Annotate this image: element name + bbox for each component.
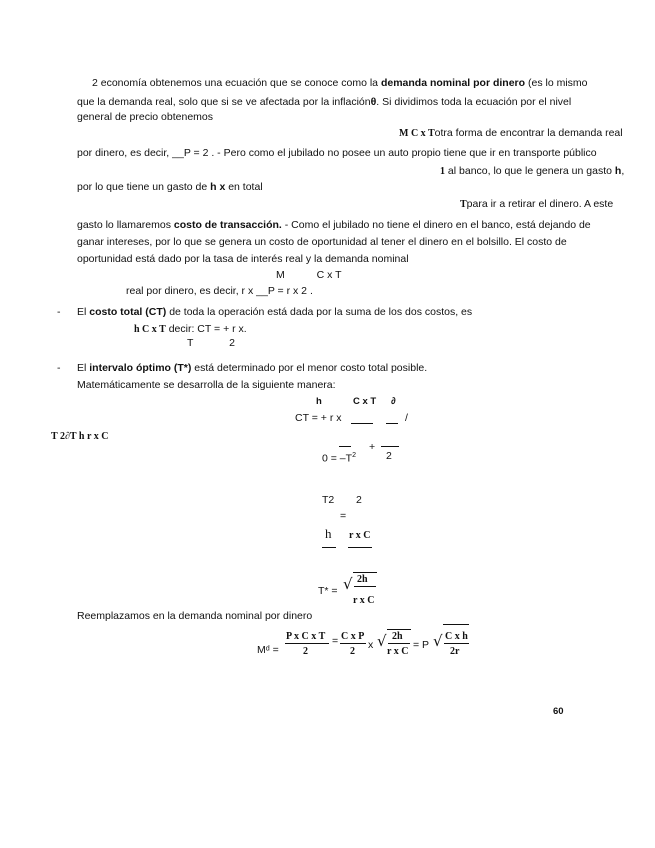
bold-term: costo total (CT) — [89, 306, 167, 318]
p1-line-4 — [399, 127, 623, 140]
f2-numerator: C x P — [341, 631, 365, 642]
formula-fragment: M C x T — [399, 128, 435, 139]
p1-line-10: ganar intereses, por lo que se genera un costo de oportunidad al tener el dinero en el bolsillo. El costo de — [77, 236, 567, 248]
tstar-denominator: r x C — [353, 595, 375, 606]
bullet-1-line-3 — [187, 337, 235, 350]
p1-line-5: por dinero, es decir, __P = 2 . - Pero como el jubilado no posee un auto propio tiene que ir en transporte público — [77, 147, 597, 159]
fraction-bar — [340, 643, 366, 644]
text: de toda la operación está dada por la suma de los dos costos, es — [169, 306, 473, 318]
bold-term: demanda nominal por dinero — [380, 77, 526, 89]
text: que la demanda real, solo que si se ve afectada por la inflación — [77, 96, 371, 108]
bold-term: h x — [210, 181, 226, 193]
text: para ir a retirar el dinero. A este — [466, 198, 614, 210]
ct-slash: / — [405, 412, 408, 424]
p1-line-13: real por dinero, es decir, r x __P = r x 2 . — [126, 285, 313, 297]
text: otra forma de encontrar la demanda real — [434, 127, 623, 139]
text: (es lo mismo — [527, 77, 588, 89]
times-sign: x — [368, 639, 374, 651]
bullet-dash: - — [57, 306, 61, 318]
rxc-term: r x C — [349, 530, 371, 541]
fraction-bar — [354, 586, 376, 587]
f3-numerator: 2h — [392, 631, 403, 642]
equals-p: = P — [413, 639, 430, 651]
p1-line-8 — [460, 198, 613, 211]
bullet-dash: - — [57, 362, 61, 374]
text: , — [621, 165, 625, 177]
t-squared: T2 — [322, 494, 335, 506]
f4-denominator: 2r — [450, 646, 460, 657]
text: decir: CT = + r x. — [168, 323, 247, 335]
derivative-expression: T 2∂T h r x C — [51, 431, 109, 442]
text: - Como el jubilado no tiene el dinero en el banco, está dejando de — [284, 219, 591, 231]
theta-symbol: θ — [370, 96, 377, 108]
p1-line-6 — [440, 165, 624, 178]
md-label: Mᵈ = — [257, 644, 279, 656]
two: 2 — [356, 494, 362, 506]
sqrt-icon: √ — [433, 632, 443, 650]
f2-denominator: 2 — [350, 646, 355, 657]
ct-numerator-h: h — [316, 396, 322, 407]
bullet-2-line-1 — [77, 362, 427, 375]
fraction-bar — [348, 547, 372, 548]
denominator: 2 — [386, 450, 392, 462]
tstar-label: T* = — [318, 585, 338, 597]
page-number: 60 — [553, 706, 564, 717]
p1-line-9 — [77, 219, 591, 232]
fraction-bar — [285, 643, 329, 644]
text: 2 economía obtenemos una ecuación que se conoce como la — [92, 77, 379, 89]
equals-sign: = — [332, 635, 339, 647]
ct-equation: CT = + r x — [295, 412, 342, 424]
fraction-bar — [322, 547, 336, 548]
plus-sign: + — [369, 441, 376, 453]
p1-line-1 — [92, 77, 588, 90]
text: 0 = – — [322, 452, 346, 465]
text: en total — [228, 181, 263, 193]
fraction-bar — [444, 643, 469, 644]
f1-numerator: P x C x T — [286, 631, 326, 642]
p1-line-3: general de precio obtenemos — [77, 111, 214, 123]
text: C x T — [316, 269, 342, 281]
text: por lo que tiene un gasto de — [77, 181, 208, 193]
formula-fragment: h C x T — [134, 324, 166, 335]
text: T — [345, 452, 353, 465]
exponent: 2 — [352, 452, 356, 459]
bold-term: intervalo óptimo (T*) — [89, 362, 192, 374]
p1-line-2 — [77, 96, 571, 109]
sqrt-overline — [443, 624, 469, 625]
ct-numerator-cxt: C x T — [353, 396, 377, 407]
p1-line-12 — [276, 269, 342, 282]
derivative-equation — [322, 449, 356, 466]
p1-line-11: oportunidad está dado por la tasa de interés real y la demanda nominal — [77, 253, 409, 265]
fraction-bar — [386, 423, 398, 424]
fraction-bar — [388, 643, 410, 644]
formula-fragment: 1 — [440, 166, 445, 177]
formula-fragment: T — [460, 199, 467, 210]
sqrt-icon: √ — [343, 575, 353, 593]
text: T — [187, 337, 194, 349]
f1-denominator: 2 — [303, 646, 308, 657]
text: El — [77, 306, 87, 318]
h-letter: h — [325, 526, 332, 541]
bold-term: h — [614, 165, 622, 177]
bullet-1-line-2 — [134, 323, 247, 336]
f3-denominator: r x C — [387, 646, 409, 657]
reemplazamos-text: Reemplazamos en la demanda nominal por dinero — [77, 610, 313, 622]
text: 2 — [229, 337, 235, 349]
text: gasto lo llamaremos — [77, 219, 171, 231]
fraction-bar — [351, 423, 373, 424]
fraction-bar — [381, 446, 399, 447]
bold-term: costo de transacción. — [173, 219, 282, 231]
sqrt-icon: √ — [377, 632, 387, 650]
fraction-bar — [339, 446, 351, 447]
f4-numerator: C x h — [445, 631, 468, 642]
text: al banco, lo que le genera un gasto — [447, 165, 612, 177]
p1-line-7 — [77, 181, 263, 194]
ct-partial-symbol: ∂ — [391, 396, 396, 407]
bullet-2-line-2: Matemáticamente se desarrolla de la siguiente manera: — [77, 379, 336, 391]
tstar-numerator: 2h — [357, 574, 368, 585]
text: está determinado por el menor costo total posible. — [194, 362, 428, 374]
equals-sign: = — [340, 510, 347, 522]
text: El — [77, 362, 87, 374]
bullet-1-line-1 — [77, 306, 472, 319]
text: M — [276, 269, 285, 281]
text: . Si dividimos toda la ecuación por el nivel — [376, 96, 572, 108]
